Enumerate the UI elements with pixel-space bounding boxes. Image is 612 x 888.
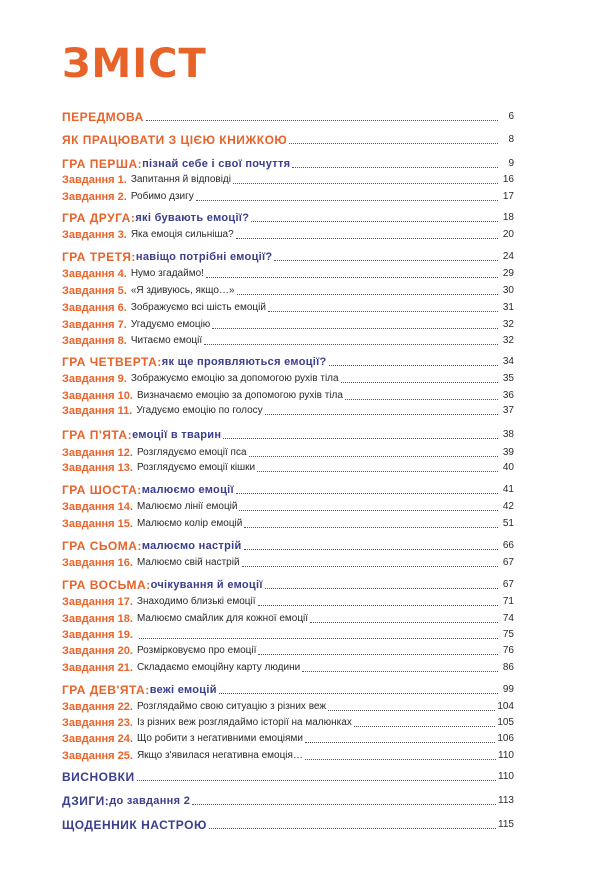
dot-leader [146, 120, 498, 121]
toc-entry-label: ГРА ВОСЬМА: [62, 578, 151, 592]
toc-game-entry[interactable] [62, 250, 514, 264]
toc-entry-title: до завдання 2 [109, 795, 191, 807]
page-number: 30 [502, 285, 514, 296]
toc-entry-title: Розглядаймо свою ситуацію з різних веж [136, 701, 327, 712]
toc-entry-title: Із різних веж розглядаймо історії на малюнках [136, 717, 352, 728]
toc-entry-title: малюємо настрій [141, 540, 242, 552]
toc-entry-title: Що робити з негативними емоціями [136, 733, 303, 744]
dot-leader [310, 622, 498, 623]
dot-leader [244, 527, 498, 528]
page-number: 32 [502, 335, 514, 346]
dot-leader [233, 183, 498, 184]
page-number: 36 [502, 390, 514, 401]
toc-entry-title: Малюємо лінії емоцій [136, 501, 238, 512]
toc-game-entry[interactable] [62, 483, 514, 497]
toc-entry-label: Завдання 11. [62, 405, 133, 417]
toc-entry-label: Завдання 17. [62, 596, 133, 608]
toc-entry-title: Яка емоція сильніша? [130, 229, 234, 240]
dot-leader [257, 471, 498, 472]
toc-entry-title: Запитання й відповіді [130, 174, 231, 185]
dot-leader [292, 167, 498, 168]
toc-task-entry[interactable] [62, 318, 514, 332]
page-number: 41 [502, 484, 514, 495]
toc-entry-label: Завдання 5. [62, 285, 127, 297]
page-number: 76 [502, 645, 514, 656]
toc-section-entry[interactable] [62, 133, 514, 147]
toc-entry-label: Завдання 3. [62, 229, 127, 241]
toc-entry-label: ГРА П'ЯТА: [62, 428, 133, 442]
page-number: 16 [502, 174, 514, 185]
dot-leader [302, 671, 498, 672]
page-number: 106 [497, 733, 514, 744]
dot-leader [212, 328, 498, 329]
page-number: 42 [502, 501, 514, 512]
dot-leader [251, 221, 498, 222]
toc-entry-title: емоції в тварин [132, 429, 222, 441]
dot-leader [192, 804, 496, 805]
toc-entry-label: ГРА СЬОМА: [62, 539, 142, 553]
dot-leader [305, 742, 495, 743]
page-number: 20 [502, 229, 514, 240]
page-number: 24 [502, 251, 514, 262]
page-number: 115 [498, 819, 514, 830]
toc-entry-label: ВИСНОВКИ [62, 770, 135, 784]
page-number: 104 [497, 701, 514, 712]
toc-entry-title: Нумо згадаймо! [130, 268, 204, 279]
dot-leader [268, 311, 498, 312]
toc-entry-title: Зображуємо емоцію за допомогою рухів тіла [130, 373, 339, 384]
page-number: 75 [502, 629, 514, 640]
toc-entry-title: Розглядуємо емоції пса [136, 447, 247, 458]
toc-entry-label: Завдання 25. [62, 750, 133, 762]
page-title: ЗМІСТ [62, 41, 207, 87]
toc-entry-title: Визначаємо емоцію за допомогою рухів тіла [136, 390, 343, 401]
page-number: 35 [502, 373, 514, 384]
dot-leader [204, 344, 498, 345]
page-number: 74 [502, 613, 514, 624]
toc-entry-title: Якщо з'явилася негативна емоція… [136, 750, 303, 761]
toc-entry-title: Малюємо свій настрій [136, 557, 240, 568]
toc-entry-label: Завдання 18. [62, 613, 133, 625]
toc-entry-label: Завдання 16. [62, 557, 133, 569]
page-number: 86 [502, 662, 514, 673]
toc-task-entry[interactable] [62, 716, 514, 730]
page-number: 29 [502, 268, 514, 279]
toc-task-entry[interactable] [62, 517, 514, 531]
dot-leader [354, 726, 495, 727]
page-number: 67 [502, 557, 514, 568]
toc-entry-title: «Я здивуюсь, якщо…» [130, 285, 235, 296]
toc-entry-label: Завдання 21. [62, 662, 133, 674]
toc-section-entry[interactable] [62, 818, 514, 832]
dot-leader [274, 260, 498, 261]
toc-task-entry[interactable] [62, 389, 514, 403]
toc-task-entry[interactable] [62, 556, 514, 570]
dot-leader [328, 710, 495, 711]
dot-leader [258, 654, 498, 655]
dot-leader [265, 414, 498, 415]
dot-leader [137, 780, 496, 781]
toc-entry-title: Розглядуємо емоції кішки [136, 462, 256, 473]
toc-entry-label: ГРА ДЕВ'ЯТА: [62, 683, 150, 697]
toc-game-entry[interactable] [62, 211, 514, 225]
dot-leader [139, 638, 498, 639]
toc-entry-title: Угадуємо емоцію [130, 319, 211, 330]
toc-entry-title: навіщо потрібні емоції? [135, 251, 273, 263]
page-number: 39 [502, 447, 514, 458]
toc-entry-label: ГРА ПЕРША: [62, 157, 143, 171]
dot-leader [258, 605, 498, 606]
toc-entry-title: Зображуємо всі шість емоцій [130, 302, 266, 313]
toc-entry-label: ЩОДЕННИК НАСТРОЮ [62, 818, 207, 832]
toc-entry-title: Читаємо емоції [130, 335, 203, 346]
toc-entry-label: Завдання 23. [62, 717, 133, 729]
toc-entry-label: Завдання 9. [62, 373, 127, 385]
toc-section-entry[interactable] [62, 770, 514, 784]
page-number: 40 [502, 462, 514, 473]
toc-game-entry[interactable] [62, 578, 514, 592]
toc-task-entry[interactable] [62, 732, 514, 746]
page-number: 31 [502, 302, 514, 313]
toc-game-entry[interactable] [62, 428, 514, 442]
toc-entry-label: Завдання 15. [62, 518, 133, 530]
page-number: 110 [498, 771, 514, 782]
toc-task-entry[interactable] [62, 228, 514, 242]
toc-entry-title: Угадуємо емоцію по голосу [136, 405, 263, 416]
toc-game-entry[interactable] [62, 355, 514, 369]
toc-game-entry[interactable] [62, 683, 514, 697]
page-number: 6 [508, 111, 514, 122]
toc-section-entry[interactable] [62, 794, 514, 808]
toc-entry-label: ПЕРЕДМОВА [62, 110, 144, 124]
dot-leader [244, 549, 498, 550]
toc-task-entry[interactable] [62, 628, 514, 642]
toc-entry-label: Завдання 12. [62, 447, 133, 459]
page-number: 113 [498, 795, 514, 806]
toc-entry-label: Завдання 2. [62, 191, 127, 203]
dot-leader [242, 566, 498, 567]
toc-entry-label: Завдання 10. [62, 390, 133, 402]
dot-leader [329, 365, 498, 366]
page-number: 51 [502, 518, 514, 529]
dot-leader [206, 277, 498, 278]
toc-entry-label: Завдання 6. [62, 302, 127, 314]
toc-task-entry[interactable] [62, 334, 514, 348]
toc-entry-label: Завдання 22. [62, 701, 133, 713]
toc-task-entry[interactable] [62, 700, 514, 714]
page-number: 8 [508, 134, 514, 145]
toc-entry-title: Робимо дзигу [130, 191, 194, 202]
toc-game-entry[interactable] [62, 539, 514, 553]
page-number: 34 [502, 356, 514, 367]
toc-task-entry[interactable] [62, 372, 514, 386]
toc-task-entry[interactable] [62, 749, 514, 763]
toc-entry-label: ГРА ДРУГА: [62, 211, 136, 225]
page-number: 110 [498, 750, 514, 761]
toc-entry-title: Знаходимо близькі емоції [136, 596, 256, 607]
toc-task-entry[interactable] [62, 446, 514, 460]
toc-entry-label: Завдання 1. [62, 174, 127, 186]
toc-entry-label: Завдання 4. [62, 268, 127, 280]
toc-entry-label: Завдання 20. [62, 645, 133, 657]
page-number: 18 [502, 212, 514, 223]
dot-leader [223, 438, 498, 439]
toc-task-entry[interactable] [62, 461, 514, 475]
toc-task-entry[interactable] [62, 173, 514, 187]
toc-entry-title: Малюємо колір емоцій [136, 518, 243, 529]
toc-entry-title: як ще проявляються емоції? [161, 356, 327, 368]
dot-leader [305, 759, 496, 760]
toc-task-entry[interactable] [62, 284, 514, 298]
dot-leader [289, 143, 498, 144]
toc-task-entry[interactable] [62, 612, 514, 626]
toc-entry-label: ГРА ТРЕТЯ: [62, 250, 136, 264]
toc-entry-title: які бувають емоції? [135, 212, 250, 224]
toc-task-entry[interactable] [62, 301, 514, 315]
toc-entry-title: малюємо емоції [141, 484, 234, 496]
toc-entry-label: ДЗИГИ: [62, 794, 110, 808]
toc-entry-title: Розмірковуємо про емоції [136, 645, 257, 656]
page-number: 17 [502, 191, 514, 202]
page-number: 99 [502, 684, 514, 695]
toc-task-entry[interactable] [62, 644, 514, 658]
toc-task-entry[interactable] [62, 595, 514, 609]
toc-task-entry[interactable] [62, 661, 514, 675]
page-number: 32 [502, 319, 514, 330]
toc-entry-label: Завдання 7. [62, 319, 127, 331]
toc-entry-label: ГРА ШОСТА: [62, 483, 142, 497]
page-number: 37 [502, 405, 514, 416]
toc-entry-label: Завдання 13. [62, 462, 133, 474]
toc-entry-label: ГРА ЧЕТВЕРТА: [62, 355, 162, 369]
toc-entry-title: пізнай себе і свої почуття [142, 158, 291, 170]
toc-entry-title: очікування й емоції [150, 579, 263, 591]
toc-game-entry[interactable] [62, 157, 514, 171]
page-number: 66 [502, 540, 514, 551]
page-number: 71 [502, 596, 514, 607]
dot-leader [236, 493, 498, 494]
dot-leader [219, 693, 498, 694]
page-number: 105 [497, 717, 514, 728]
toc-task-entry[interactable] [62, 190, 514, 204]
toc-entry-title: вежі емоцій [149, 684, 217, 696]
dot-leader [209, 828, 496, 829]
toc-entry-label: ЯК ПРАЦЮВАТИ З ЦІЄЮ КНИЖКОЮ [62, 133, 288, 147]
toc-section-entry[interactable] [62, 110, 514, 124]
dot-leader [236, 238, 498, 239]
toc-entry-title: Малюємо смайлик для кожної емоції [136, 613, 309, 624]
toc-task-entry[interactable] [62, 267, 514, 281]
dot-leader [196, 200, 498, 201]
toc-task-entry[interactable] [62, 500, 514, 514]
dot-leader [237, 294, 498, 295]
toc-entry-label: Завдання 19. [62, 629, 133, 641]
dot-leader [239, 510, 498, 511]
dot-leader [341, 382, 498, 383]
page-number: 9 [508, 158, 514, 169]
dot-leader [249, 456, 498, 457]
toc-entry-title: Складаємо емоційну карту людини [136, 662, 301, 673]
toc-task-entry[interactable] [62, 404, 514, 418]
dot-leader [345, 399, 498, 400]
dot-leader [265, 588, 498, 589]
page-number: 38 [502, 429, 514, 440]
toc-entry-label: Завдання 24. [62, 733, 133, 745]
toc-entry-label: Завдання 8. [62, 335, 127, 347]
toc-entry-label: Завдання 14. [62, 501, 133, 513]
page-number: 67 [502, 579, 514, 590]
